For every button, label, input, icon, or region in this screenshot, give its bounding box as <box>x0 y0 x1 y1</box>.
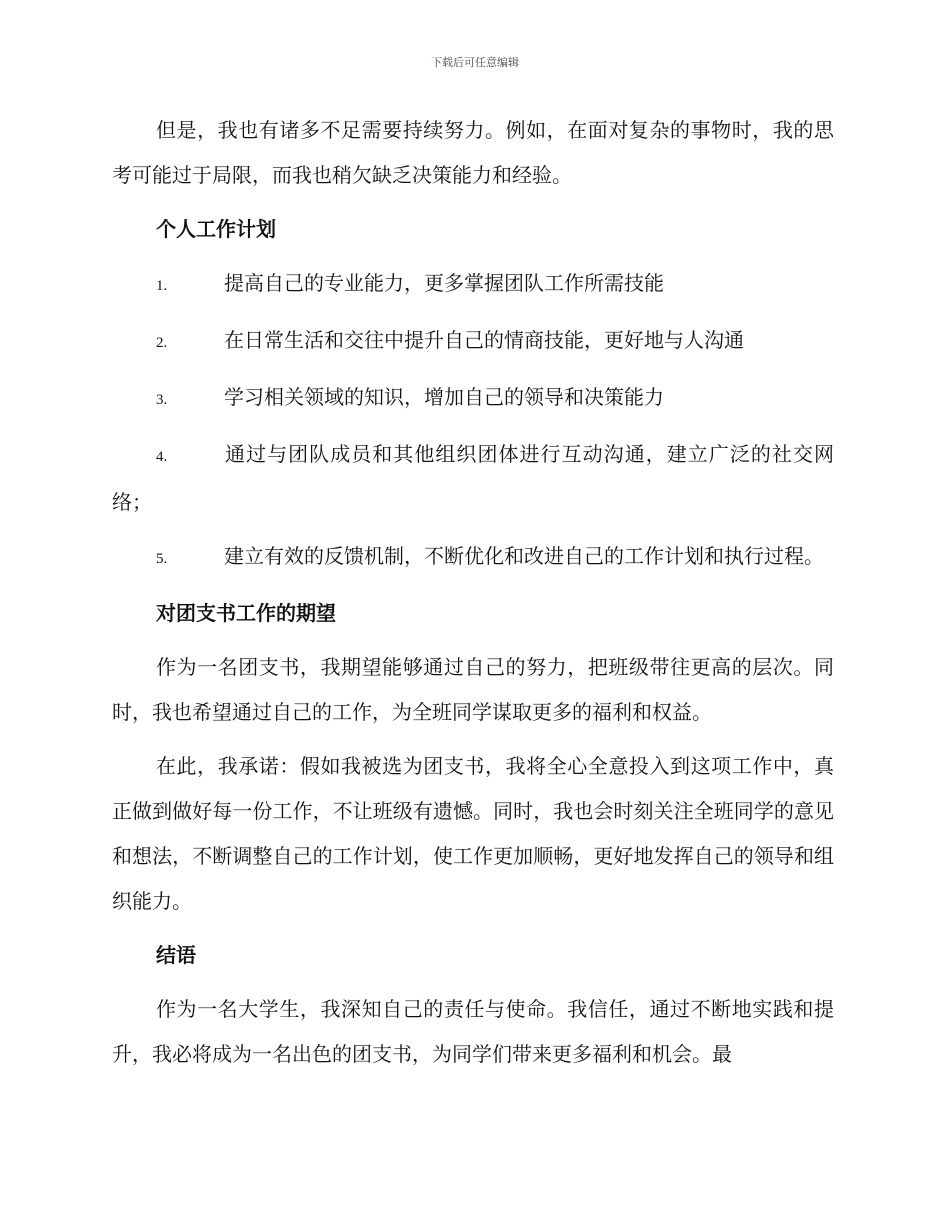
page-header: 下载后可任意编辑 <box>431 56 519 69</box>
list-number: 4. <box>156 449 168 465</box>
plan-list-item <box>112 534 834 582</box>
promise-paragraph: 在此，我承诺：假如我被选为团支书，我将全心全意投入到这项工作中，真正做到做好每一份工作，不让班级有遗憾。同时，我也会时刻关注全班同学的意见和想法，不断调整自己的工作计划，使工作更加顺畅，更好地发挥自己的领导和组织能力。 <box>112 754 834 913</box>
conclusion-paragraph: 作为一名大学生，我深知自己的责任与使命。我信任，通过不断地实践和提升，我必将成为一名出色的团支书，为同学们带来更多福利和机会。最 <box>112 997 834 1066</box>
list-text: 在日常生活和交往中提升自己的情商技能，更好地与人沟通 <box>224 328 744 352</box>
plan-list-item <box>112 318 834 366</box>
list-text: 提高自己的专业能力，更多掌握团队工作所需技能 <box>224 271 664 295</box>
heading-conclusion: 结语 <box>156 943 196 967</box>
list-number: 2. <box>156 335 168 351</box>
document-body <box>112 108 834 1086</box>
list-text: 学习相关领域的知识，增加自己的领导和决策能力 <box>224 385 664 409</box>
intro-paragraph: 但是，我也有诸多不足需要持续努力。例如，在面对复杂的事物时，我的思考可能过于局限，而我也稍欠缺乏决策能力和经验。 <box>112 118 834 187</box>
list-number: 5. <box>156 551 168 567</box>
list-number: 1. <box>156 278 168 294</box>
heading-personal-plan: 个人工作计划 <box>156 217 276 241</box>
plan-list-item <box>112 432 834 525</box>
list-text: 建立有效的反馈机制，不断优化和改进自己的工作计划和执行过程。 <box>224 544 824 568</box>
list-text: 通过与团队成员和其他组织团体进行互动沟通，建立广泛的社交网络； <box>112 442 834 514</box>
plan-list-item <box>112 375 834 423</box>
plan-list-item <box>112 261 834 309</box>
list-number: 3. <box>156 392 168 408</box>
heading-expectation: 对团支书工作的期望 <box>156 601 336 625</box>
expectation-paragraph: 作为一名团支书，我期望能够通过自己的努力，把班级带往更高的层次。同时，我也希望通过自己的工作，为全班同学谋取更多的福利和权益。 <box>112 655 834 724</box>
